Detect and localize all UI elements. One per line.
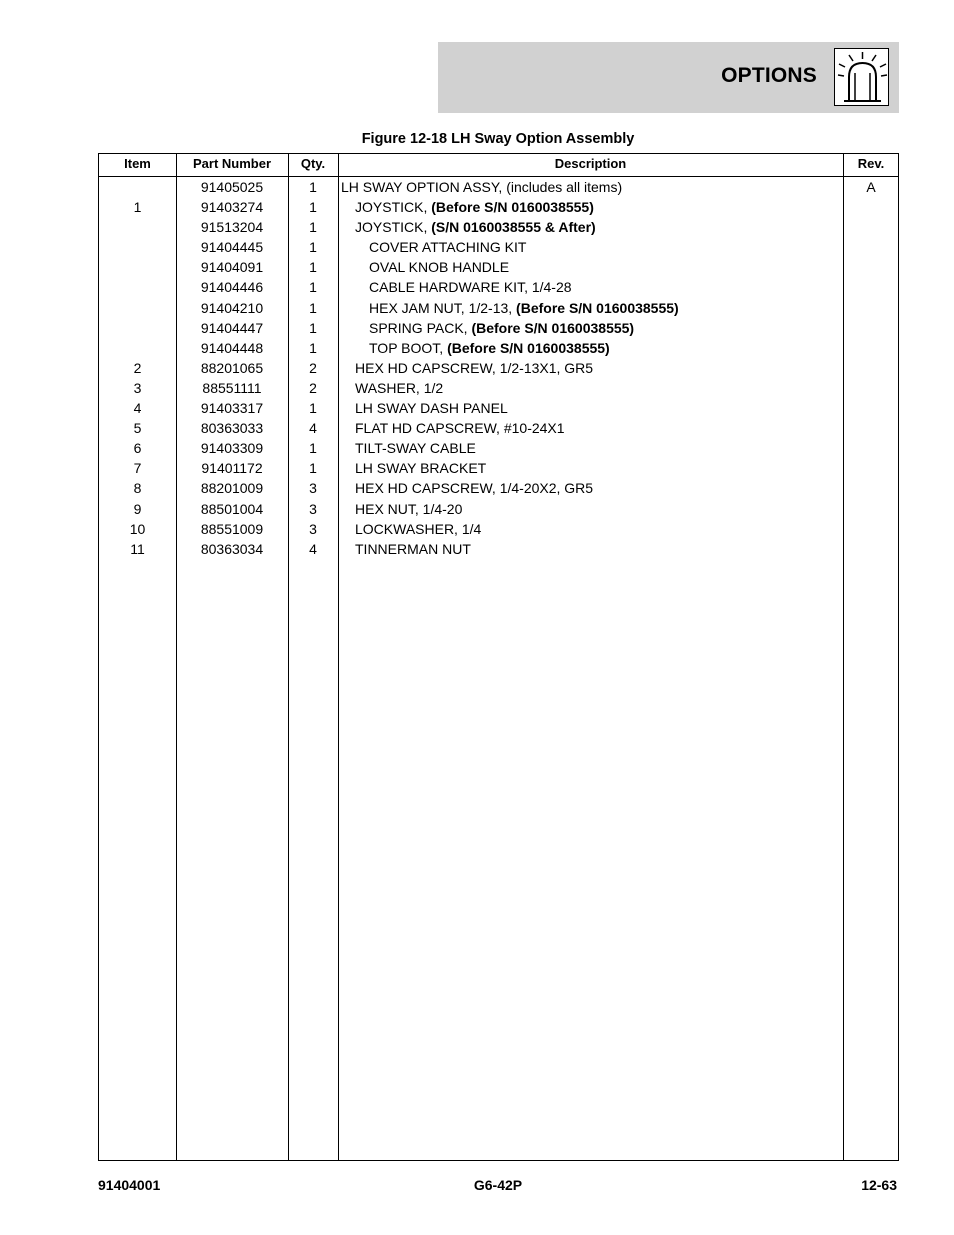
- cell-description: [341, 237, 869, 257]
- cell-qty: 1: [309, 400, 317, 417]
- cell-description: [341, 257, 869, 277]
- description-text: HEX NUT, 1/4-20: [355, 500, 463, 517]
- cell-description: [341, 478, 855, 498]
- table-row: [99, 197, 898, 217]
- table-row: [99, 458, 898, 478]
- table-row: [99, 257, 898, 277]
- cell-item: 9: [133, 500, 142, 517]
- cell-qty: 4: [309, 420, 317, 437]
- table-body: [99, 177, 898, 559]
- options-beacon-icon: [834, 48, 889, 106]
- cell-part-number: 91403317: [200, 400, 264, 417]
- table-row: [99, 499, 898, 519]
- description-text: TILT-SWAY CABLE: [355, 440, 476, 457]
- cell-part-number: 91404447: [200, 319, 264, 336]
- cell-description: [341, 438, 855, 458]
- footer-part-number: 91404001: [98, 1177, 161, 1193]
- cell-qty: 1: [309, 339, 317, 356]
- cell-qty: 1: [309, 179, 317, 195]
- cell-part-number: 91404210: [200, 299, 264, 316]
- description-text: WASHER, 1/2: [355, 379, 444, 396]
- cell-qty: 1: [309, 259, 317, 276]
- cell-part-number: 88201065: [200, 359, 264, 376]
- cell-part-number: 80363033: [200, 420, 264, 437]
- cell-part-number: 88201009: [200, 480, 264, 497]
- table-row: [99, 338, 898, 358]
- table-row: [99, 277, 898, 297]
- cell-description: [341, 277, 869, 297]
- table-row: [99, 519, 898, 539]
- cell-description: [341, 197, 855, 217]
- cell-part-number: 91403309: [200, 440, 264, 457]
- cell-qty: 1: [309, 460, 317, 477]
- cell-part-number: 91401172: [201, 460, 263, 477]
- cell-item: 7: [133, 460, 142, 477]
- cell-item: 3: [133, 379, 142, 396]
- cell-part-number: 91513204: [200, 219, 264, 236]
- cell-qty: 1: [309, 299, 317, 316]
- cell-item: 1: [133, 199, 142, 216]
- table-row: [99, 418, 898, 438]
- cell-description: [341, 539, 855, 559]
- description-text: LH SWAY OPTION ASSY, (includes all items): [341, 179, 623, 195]
- description-text: COVER ATTACHING KIT: [369, 239, 527, 256]
- table-row: [99, 378, 898, 398]
- table-row: [99, 358, 898, 378]
- cell-description: [341, 338, 869, 358]
- cell-description: [341, 378, 855, 398]
- cell-part-number: 91404445: [200, 239, 264, 256]
- description-text: TOP BOOT,: [369, 339, 448, 356]
- cell-item: 6: [133, 440, 142, 457]
- table-row: [99, 539, 898, 559]
- cell-qty: 1: [309, 440, 317, 457]
- cell-description: [341, 398, 855, 418]
- cell-part-number: 88501004: [200, 500, 264, 517]
- cell-item: 11: [130, 540, 145, 557]
- cell-part-number: 88551111: [202, 379, 262, 396]
- section-header: [438, 42, 899, 113]
- cell-qty: 3: [309, 480, 317, 497]
- cell-qty: 3: [309, 520, 317, 537]
- cell-qty: 2: [309, 379, 317, 396]
- cell-description: [341, 358, 855, 378]
- table-row: [99, 438, 898, 458]
- column-header-description: Description: [554, 156, 627, 171]
- description-text: HEX HD CAPSCREW, 1/4-20X2, GR5: [355, 480, 594, 497]
- description-text: OVAL KNOB HANDLE: [369, 259, 510, 276]
- figure-title: Figure 12-18 LH Sway Option Assembly: [361, 131, 635, 147]
- cell-part-number: 80363034: [200, 540, 264, 557]
- column-header-item: Item: [124, 156, 151, 171]
- description-text: TINNERMAN NUT: [355, 540, 471, 557]
- cell-part-number: 91404091: [200, 259, 264, 276]
- table-row: [99, 177, 898, 197]
- description-text: FLAT HD CAPSCREW, #10-24X1: [355, 420, 565, 437]
- column-header-part-number: Part Number: [192, 156, 272, 171]
- description-text: SPRING PACK,: [369, 319, 472, 336]
- cell-description: [341, 418, 855, 438]
- section-title: OPTIONS: [721, 64, 817, 87]
- description-serial-note: (S/N 0160038555 & After): [431, 219, 596, 236]
- description-serial-note: (Before S/N 0160038555): [516, 299, 679, 316]
- description-text: CABLE HARDWARE KIT, 1/4-28: [369, 279, 572, 296]
- cell-qty: 1: [309, 279, 317, 296]
- cell-item: 8: [133, 480, 142, 497]
- description-text: LH SWAY BRACKET: [355, 460, 487, 477]
- description-text: LOCKWASHER, 1/4: [355, 520, 482, 537]
- table-row: [99, 237, 898, 257]
- column-header-rev: Rev.: [857, 156, 885, 171]
- description-text: JOYSTICK,: [355, 199, 432, 216]
- parts-table: [98, 153, 899, 1161]
- cell-qty: 1: [309, 199, 317, 216]
- cell-description: [341, 318, 869, 338]
- description-serial-note: (Before S/N 0160038555): [431, 199, 594, 216]
- cell-part-number: 91404446: [200, 279, 264, 296]
- cell-qty: 4: [309, 540, 317, 557]
- cell-qty: 1: [309, 239, 317, 256]
- cell-rev: A: [866, 179, 876, 195]
- cell-qty: 3: [309, 500, 317, 517]
- footer-model: G6-42P: [473, 1177, 523, 1193]
- cell-qty: 2: [309, 359, 317, 376]
- table-row: [99, 298, 898, 318]
- description-serial-note: (Before S/N 0160038555): [447, 339, 610, 356]
- cell-item: 5: [133, 420, 142, 437]
- cell-part-number: 88551009: [200, 520, 264, 537]
- cell-part-number: 91405025: [200, 179, 264, 195]
- cell-description: [341, 177, 841, 197]
- cell-item: 4: [133, 400, 142, 417]
- description-text: JOYSTICK,: [355, 219, 432, 236]
- description-text: LH SWAY DASH PANEL: [355, 400, 508, 417]
- footer-page-number: 12-63: [861, 1177, 897, 1193]
- table-row: [99, 398, 898, 418]
- cell-description: [341, 519, 855, 539]
- description-text: HEX HD CAPSCREW, 1/2-13X1, GR5: [355, 359, 594, 376]
- cell-part-number: 91404448: [200, 339, 264, 356]
- cell-part-number: 91403274: [200, 199, 264, 216]
- description-text: HEX JAM NUT, 1/2-13,: [369, 299, 517, 316]
- cell-description: [341, 298, 869, 318]
- column-header-qty: Qty.: [300, 156, 326, 171]
- table-row: [99, 217, 898, 237]
- table-row: [99, 318, 898, 338]
- cell-qty: 1: [309, 219, 317, 236]
- cell-description: [341, 458, 855, 478]
- description-serial-note: (Before S/N 0160038555): [471, 319, 635, 336]
- cell-qty: 1: [309, 319, 317, 336]
- cell-description: [341, 217, 855, 237]
- table-row: [99, 478, 898, 498]
- cell-description: [341, 499, 855, 519]
- cell-item: 10: [129, 520, 146, 537]
- cell-item: 2: [133, 359, 142, 376]
